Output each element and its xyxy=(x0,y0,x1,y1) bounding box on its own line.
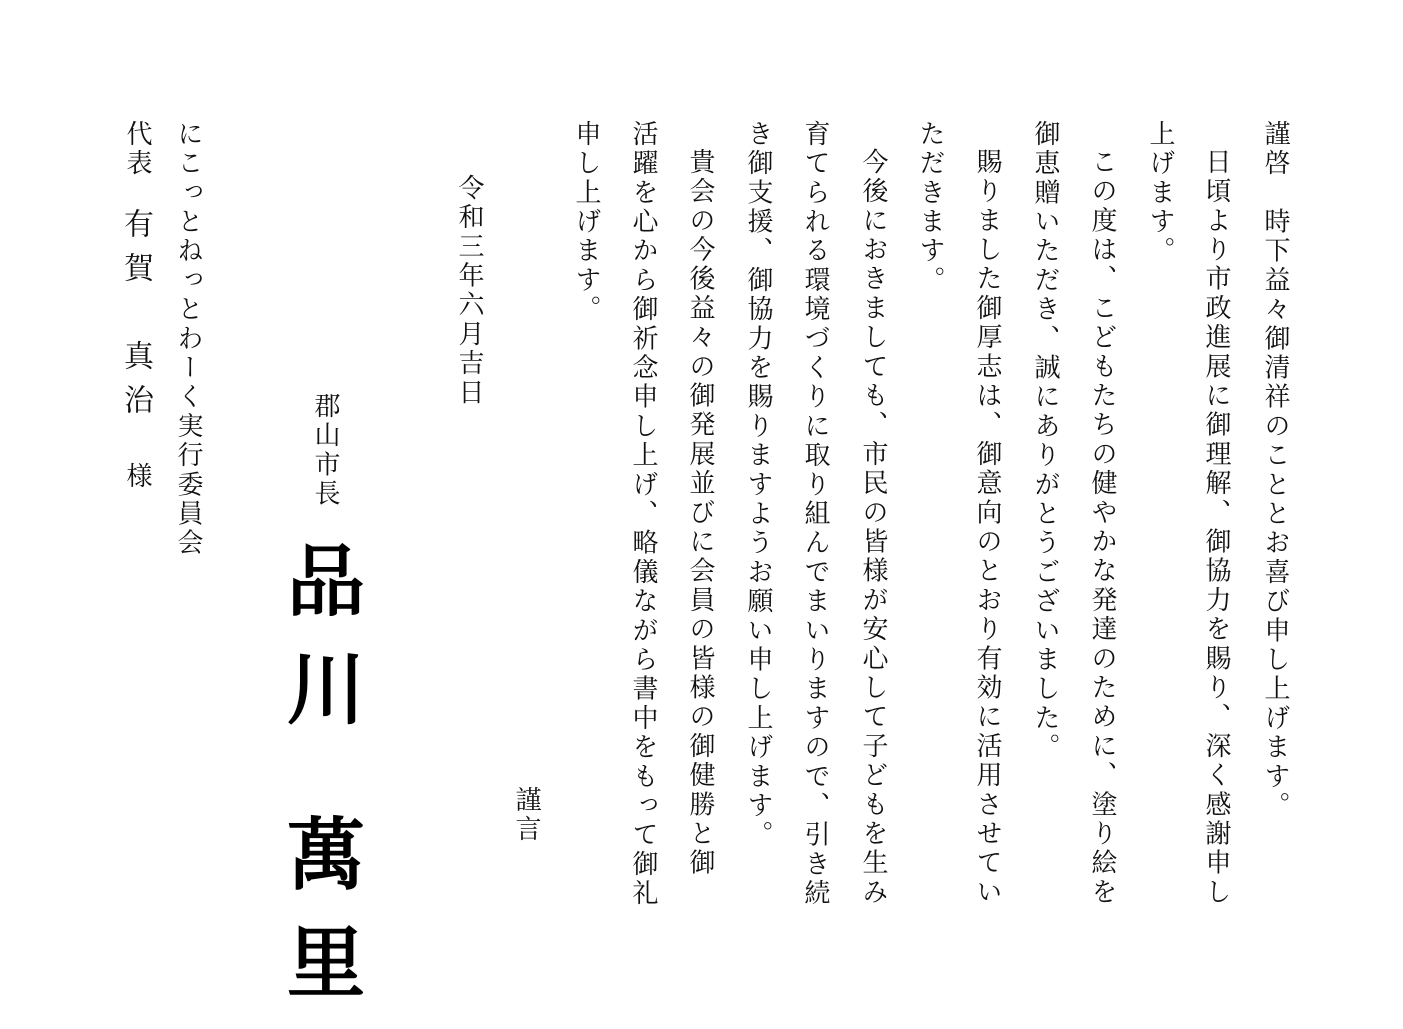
sender-signature: 品川 萬里 xyxy=(274,540,365,1029)
letter-line-12: 活躍を心から御祈念申し上げ、略儀ながら書中をもって御礼 xyxy=(628,120,658,909)
letter-date: 令和三年六月吉日 xyxy=(454,174,484,408)
letter-line-11: 貴会の今後益々の御発展並びに会員の皆様の御健勝と御 xyxy=(685,148,715,878)
sender-title: 郡山市長 xyxy=(310,392,340,509)
letter-line-7: ただきます。 xyxy=(915,120,945,296)
letter-line-3: 上げます。 xyxy=(1145,120,1175,266)
letter-line-9: 育てられる環境づくりに取り組んでまいりますので、引き続 xyxy=(800,120,830,909)
closing-phrase: 謹言 xyxy=(511,786,541,845)
letter-line-4: この度は、こどもたちの健やかな発達のために、塗り絵を xyxy=(1087,148,1117,908)
recipient-honorific: 様 xyxy=(122,462,152,492)
letter-line-5: 御恵贈いただき、誠にありがとうございました。 xyxy=(1030,120,1060,763)
recipient-organization: にこっとねっとわーく実行委員会 xyxy=(173,120,203,558)
letter-line-2: 日頃より市政進展に御理解、御協力を賜り、深く感謝申し xyxy=(1201,148,1231,908)
letter-line-10: き御支援、御協力を賜りますようお願い申し上げます。 xyxy=(743,120,773,850)
letter-line-1: 謹啓 時下益々御清祥のこととお喜び申し上げます。 xyxy=(1260,120,1290,821)
recipient-role: 代表 xyxy=(122,120,152,179)
letter-line-13: 申し上げます。 xyxy=(571,120,601,325)
recipient-name: 有賀 真治 xyxy=(118,208,153,428)
letter-line-6: 賜りました御厚志は、御意向のとおり有効に活用させてい xyxy=(972,148,1002,908)
letter-line-8: 今後におきましても、市民の皆様が安心して子どもを生み xyxy=(858,148,888,908)
